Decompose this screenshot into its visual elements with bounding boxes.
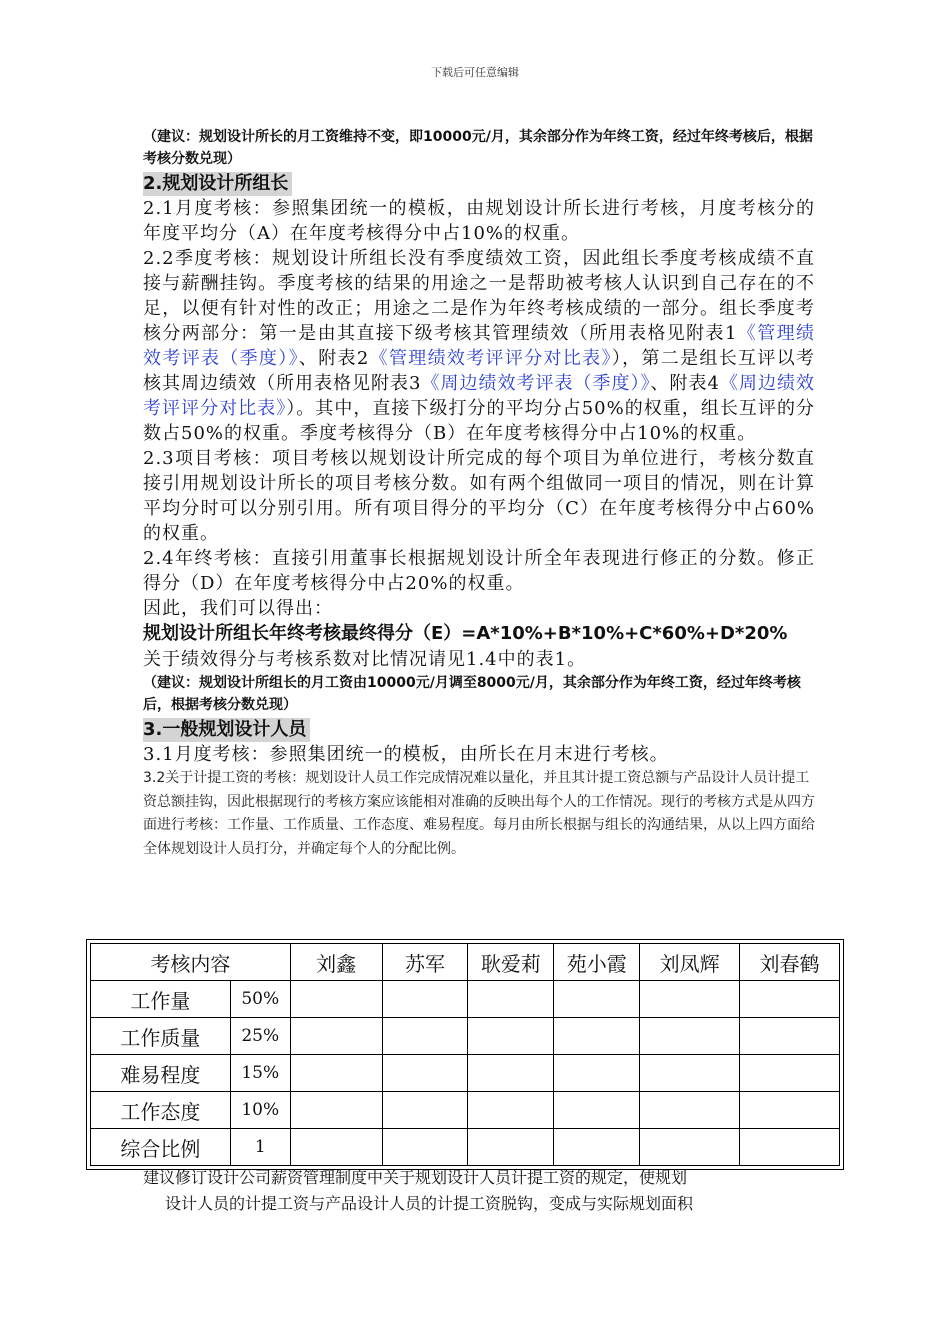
row-label: 工作态度 bbox=[91, 1092, 231, 1129]
suggestion-note-1: （建议：规划设计所长的月工资维持不变，即10000元/月，其余部分作为年终工资，经过年终考核后，根据考核分数兑现） bbox=[143, 129, 813, 167]
header-name: 刘鑫 bbox=[290, 944, 382, 981]
row-label: 工作量 bbox=[91, 981, 231, 1018]
score-cell[interactable] bbox=[468, 1092, 554, 1129]
final-score-formula: 规划设计所组长年终考核最终得分（E）=A*10%+B*10%+C*60%+D*20% bbox=[143, 623, 788, 644]
reference-paragraph: 关于绩效得分与考核系数对比情况请见1.4中的表1。 bbox=[143, 649, 587, 670]
score-cell[interactable] bbox=[382, 981, 468, 1018]
section-2-4-paragraph: 2.4年终考核：直接引用董事长根据规划设计所全年表现进行修正的分数。修正得分（D）在年度考核得分中占20%的权重。 bbox=[143, 548, 815, 594]
header-name: 刘春鹤 bbox=[740, 944, 840, 981]
document-body bbox=[143, 126, 815, 861]
score-cell[interactable] bbox=[554, 1018, 640, 1055]
score-cell[interactable] bbox=[640, 1129, 740, 1166]
section-3-title: 3.一般规划设计人员 bbox=[143, 718, 310, 742]
table-row bbox=[91, 1092, 840, 1129]
score-cell[interactable] bbox=[640, 1092, 740, 1129]
score-cell[interactable] bbox=[554, 1055, 640, 1092]
score-cell[interactable] bbox=[640, 1055, 740, 1092]
page-header: 下载后可任意编辑 bbox=[431, 66, 519, 79]
score-cell[interactable] bbox=[740, 1055, 840, 1092]
score-cell[interactable] bbox=[554, 1129, 640, 1166]
score-cell[interactable] bbox=[382, 1129, 468, 1166]
score-cell[interactable] bbox=[740, 1129, 840, 1166]
section-3-1-paragraph: 3.1月度考核：参照集团统一的模板，由所长在月末进行考核。 bbox=[143, 744, 669, 765]
row-label: 难易程度 bbox=[91, 1055, 231, 1092]
row-weight: 25% bbox=[230, 1018, 290, 1055]
score-cell[interactable] bbox=[290, 1055, 382, 1092]
score-cell[interactable] bbox=[290, 1092, 382, 1129]
score-cell[interactable] bbox=[382, 1092, 468, 1129]
score-cell[interactable] bbox=[290, 981, 382, 1018]
table-header-row bbox=[91, 944, 840, 981]
score-cell[interactable] bbox=[290, 1018, 382, 1055]
assessment-table bbox=[90, 943, 840, 1166]
score-cell[interactable] bbox=[554, 1092, 640, 1129]
section-2-2-text-5: ）。其中，直接下级打分的平均分占50%的权重，组长互评的分数占50%的权重。季度考核得分（B）在年度考核得分中占10%的权重。 bbox=[143, 398, 815, 444]
link-management-score-comparison[interactable]: 《管理绩效考评评分对比表》 bbox=[369, 348, 612, 369]
header-name: 刘凤辉 bbox=[640, 944, 740, 981]
table-row bbox=[91, 1018, 840, 1055]
link-peripheral-score-comparison[interactable]: 《周边绩效考评评分对比表》 bbox=[143, 373, 816, 419]
score-cell[interactable] bbox=[554, 981, 640, 1018]
closing-line-1: 建议修订设计公司薪资管理制度中关于规划设计人员计提工资的规定，使规划 bbox=[143, 1168, 688, 1187]
section-2-3-paragraph: 2.3项目考核：项目考核以规划设计所完成的每个项目为单位进行，考核分数直接引用规划设计所长的项目考核分数。如有两个组做同一项目的情况，则在计算平均分时可以分别引用。所有项目得分的平均分（C）在年度考核得分中占60%的权重。 bbox=[143, 448, 815, 544]
section-2-2-paragraph bbox=[143, 246, 815, 446]
row-weight: 15% bbox=[230, 1055, 290, 1092]
score-cell[interactable] bbox=[290, 1129, 382, 1166]
section-2-2-text-2: 、附表2 bbox=[298, 348, 370, 369]
score-cell[interactable] bbox=[740, 1018, 840, 1055]
score-cell[interactable] bbox=[468, 1055, 554, 1092]
score-cell[interactable] bbox=[468, 981, 554, 1018]
link-management-performance-form[interactable]: 《管理绩效考评表（季度）》 bbox=[143, 323, 815, 369]
row-weight: 1 bbox=[230, 1129, 290, 1166]
table-row bbox=[91, 1055, 840, 1092]
header-assessment-content: 考核内容 bbox=[91, 944, 291, 981]
table-row bbox=[91, 981, 840, 1018]
row-weight: 50% bbox=[230, 981, 290, 1018]
section-2-2-text-4: 、附表4 bbox=[650, 373, 721, 394]
conclusion-intro: 因此，我们可以得出： bbox=[143, 598, 333, 619]
suggestion-note-2: （建议：规划设计所组长的月工资由10000元/月调至8000元/月，其余部分作为年终工资，经过年终考核后，根据考核分数兑现） bbox=[143, 675, 801, 713]
header-name: 苏军 bbox=[382, 944, 468, 981]
section-2-title: 2.规划设计所组长 bbox=[143, 172, 292, 196]
score-cell[interactable] bbox=[640, 981, 740, 1018]
header-name: 苑小霞 bbox=[554, 944, 640, 981]
header-name: 耿爱莉 bbox=[468, 944, 554, 981]
row-weight: 10% bbox=[230, 1092, 290, 1129]
table-row bbox=[91, 1129, 840, 1166]
score-cell[interactable] bbox=[640, 1018, 740, 1055]
row-label: 工作质量 bbox=[91, 1018, 231, 1055]
score-cell[interactable] bbox=[382, 1055, 468, 1092]
closing-line-2: 设计人员的计提工资与产品设计人员的计提工资脱钩，变成与实际规划面积 bbox=[165, 1194, 694, 1213]
score-cell[interactable] bbox=[740, 981, 840, 1018]
section-3-2-paragraph: 3.2关于计提工资的考核：规划设计人员工作完成情况难以量化，并且其计提工资总额与产品设计人员计提工资总额挂钩，因此根据现行的考核方案应该能相对准确的反映出每个人的工作情况。现行的考核方式是从四方面进行考核：工作量、工作质量、工作态度、难易程度。每月由所长根据与组长的沟通结果，从以上四方面给全体规划设计人员打分，并确定每个人的分配比例。 bbox=[143, 770, 815, 857]
row-label: 综合比例 bbox=[91, 1129, 231, 1166]
section-2-2-text-3: ），第二是组长互评以考核其周边绩效（所用表格见附表3 bbox=[143, 348, 816, 394]
link-peripheral-performance-form[interactable]: 《周边绩效考评表（季度）》 bbox=[421, 373, 651, 394]
score-cell[interactable] bbox=[468, 1129, 554, 1166]
score-cell[interactable] bbox=[740, 1092, 840, 1129]
score-cell[interactable] bbox=[468, 1018, 554, 1055]
section-2-2-text-1: 2.2季度考核：规划设计所组长没有季度绩效工资，因此组长季度考核成绩不直接与薪酬挂钩。季度考核的结果的用途之一是帮助被考核人认识到自己存在的不足，以便有针对性的改正；用途之二是作为年终考核成绩的一部分。组长季度考核分两部分：第一是由其直接下级考核其管理绩效（所用表格见附表1 bbox=[143, 248, 815, 344]
section-2-1-paragraph: 2.1月度考核：参照集团统一的模板，由规划设计所长进行考核，月度考核分的年度平均分（A）在年度考核得分中占10%的权重。 bbox=[143, 198, 815, 244]
closing-suggestion bbox=[143, 1165, 823, 1217]
score-cell[interactable] bbox=[382, 1018, 468, 1055]
